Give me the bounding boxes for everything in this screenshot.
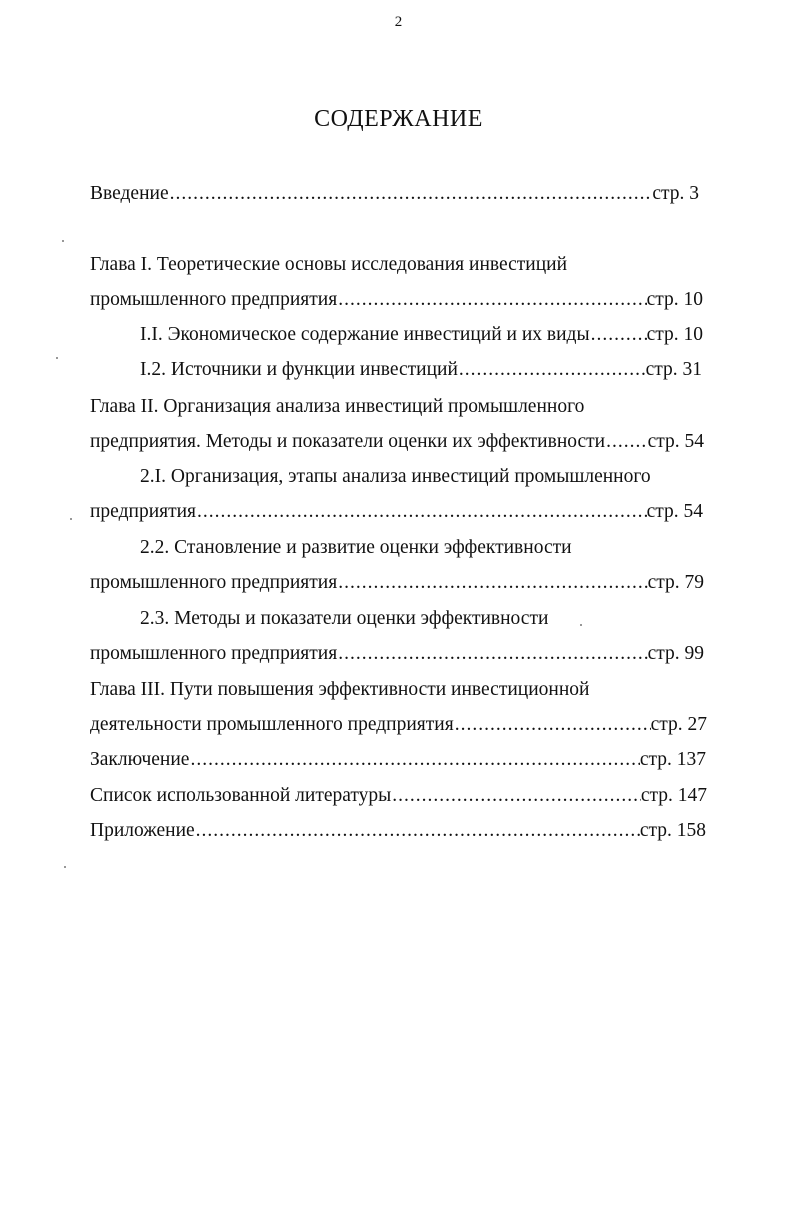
leader-dots	[337, 287, 646, 313]
toc-entry-text: предприятия	[90, 501, 197, 522]
toc-entry-text: деятельности промышленного предприятия	[90, 714, 454, 735]
toc-entry-text: промышленного предприятия	[90, 289, 338, 310]
toc-entry-conclusion	[90, 747, 706, 773]
toc-section-2-3-title: 2.3. Методы и показатели оценки эффективности	[140, 608, 549, 629]
leader-dots	[337, 641, 647, 667]
toc-entry-page: стр. 31	[645, 359, 702, 380]
leader-dots	[605, 429, 647, 455]
toc-entry-chapter-3	[90, 712, 707, 738]
toc-entry-section-1-1	[140, 322, 703, 348]
toc-section-2-1-title: 2.I. Организация, этапы анализа инвестиций промышленного	[140, 466, 651, 487]
leader-dots	[189, 747, 639, 773]
scan-speck	[62, 240, 64, 242]
toc-entry-page: стр. 147	[640, 785, 707, 806]
leader-dots	[590, 322, 647, 348]
toc-entry-page: стр. 54	[646, 501, 703, 522]
toc-entry-page: стр. 99	[647, 643, 704, 664]
toc-entry-page: стр. 54	[647, 431, 704, 452]
toc-entry-page: стр. 158	[639, 820, 706, 841]
toc-entry-section-1-2	[140, 357, 702, 383]
toc-chapter-3-title: Глава III. Пути повышения эффективности инвестиционной	[90, 679, 590, 700]
toc-entry-text: предприятия. Методы и показатели оценки их эффективности	[90, 431, 606, 452]
toc-entry-appendix	[90, 818, 706, 844]
toc-entry-section-2-3	[90, 641, 704, 667]
toc-entry-text: Заключение	[90, 749, 190, 770]
toc-entry-page: стр. 3	[652, 183, 699, 204]
toc-entry-page: стр. 27	[650, 714, 707, 735]
leader-dots	[391, 783, 641, 809]
toc-entry-page: стр. 137	[639, 749, 706, 770]
toc-entry-references	[90, 783, 707, 809]
toc-entry-chapter-1	[90, 287, 703, 313]
toc-entry-page: стр. 10	[646, 289, 703, 310]
toc-entry-text: Список использованной литературы	[90, 785, 392, 806]
toc-entry-text: Приложение	[90, 820, 195, 841]
toc-entry-section-2-1	[90, 499, 703, 525]
leader-dots	[454, 712, 651, 738]
leader-dots	[337, 570, 647, 596]
leader-dots	[195, 818, 640, 844]
toc-entry-chapter-2	[90, 429, 704, 455]
scan-speck	[56, 357, 58, 359]
leader-dots	[458, 357, 646, 383]
toc-title: СОДЕРЖАНИЕ	[314, 106, 483, 132]
toc-chapter-2-title: Глава II. Организация анализа инвестиций промышленного	[90, 396, 585, 417]
leader-dots	[169, 181, 653, 207]
scan-speck	[70, 518, 72, 520]
toc-entry-text: I.2. Источники и функции инвестиций	[140, 359, 458, 380]
toc-section-2-2-title: 2.2. Становление и развитие оценки эффективности	[140, 537, 572, 558]
scan-speck	[64, 866, 66, 868]
toc-entry-text: I.I. Экономическое содержание инвестиций и их виды	[140, 324, 590, 345]
page-number: 2	[394, 14, 403, 30]
toc-entry-text: промышленного предприятия	[90, 572, 338, 593]
toc-entry-text: Введение	[90, 183, 169, 204]
toc-entry-intro	[90, 181, 699, 207]
toc-entry-text: промышленного предприятия	[90, 643, 338, 664]
toc-entry-page: стр. 79	[647, 572, 704, 593]
toc-entry-page: стр. 10	[646, 324, 703, 345]
scan-speck	[580, 624, 582, 626]
toc-entry-section-2-2	[90, 570, 704, 596]
leader-dots	[196, 499, 647, 525]
toc-chapter-1-title: Глава I. Теоретические основы исследования инвестиций	[90, 254, 568, 275]
